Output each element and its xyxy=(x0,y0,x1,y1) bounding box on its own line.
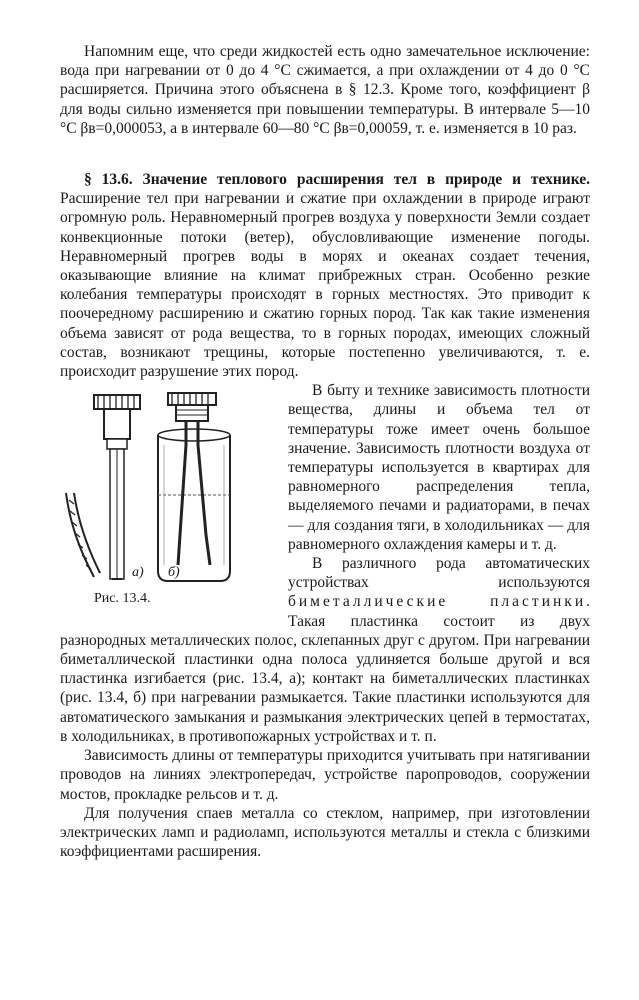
section-paragraph-4: Зависимость длины от температуры приходится учитывать при натягивании проводов на линиях электропередач, устройстве паропроводов, сооружении мостов, прокладке рельсов и т. д. xyxy=(60,747,590,803)
figure-label-b: б) xyxy=(168,565,180,581)
figure-illustration xyxy=(60,385,270,585)
section-block xyxy=(60,170,590,861)
section-paragraph-5: Для получения спаев металла со стеклом, например, при изготовлении электрических ламп и радиоламп, используются металлы и стекла с близкими коэффициентами расширения. xyxy=(60,804,590,861)
intro-paragraph: Напомним еще, что среди жидкостей есть одно замечательное исключение: вода при нагревании от 0 до 4 °C сжимается, а при охлаждении от 4 до 0 °C расширяется. Причина этого объяснена в § 12.3. Кроме того, коэффициент β для воды сильно изменяется при повышении температуры. В интервале 5—10 °C βв=0,000053, а в интервале 60—80 °C βв=0,00059, т. е. изменяется в 10 раз. xyxy=(60,43,590,137)
section-title: § 13.6. Значение теплового расширения тел в природе и технике. xyxy=(84,171,590,188)
bimetal-term: биметаллические пластинки xyxy=(288,593,587,611)
section-paragraph-1 xyxy=(60,170,590,381)
figure-caption: Рис. 13.4. xyxy=(94,591,151,607)
section-paragraph-2: В быту и технике зависимость плотности вещества, длины и объема тел от температуры тоже имеет очень большое значение. Зависимость плотности воздуха от температуры используется в квартирах для равномерного распределения тепла, выделяемого печами и радиаторами, в печах — для создания тяги, в холодильниках — для равномерного охлаждения камеры и т. д. xyxy=(288,382,590,553)
section-p3-end: . Такая пластинка состоит из двух разнородных металлических полос, склепанных друг с другом. При нагревании биметаллической пластинки одна полоса удлиняется больше другой и вся пластинка изгибается (рис. 13.4, а); контакт на биметаллических пластинках (рис. 13.4, б) при нагревании размыкается. Такие пластинки используются для автоматического замыкания и размыкания электрических цепей в термостатах, в холодильниках, в противопожарных устройствах и т. п. xyxy=(60,593,590,745)
section-p1-text: Расширение тел при нагревании и сжатие при охлаждении в природе играют огромную роль. Неравномерный прогрев воздуха у поверхности Земли создает конвекционные потоки (ветер), обусловливающие изменение погоды. Неравномерный прогрев воды в морях и океанах создает течения, оказывающие влияние на климат прибрежных стран. Особенно резкие колебания температуры происходят в горных местностях. Это приводит к поочередному расширению и сжатию горных пород. Так как такие изменения объема зависят от рода вещества, то в горных породах, имеющих сложный состав, возникают трещины, которые постепенно увеличиваются, т. е. происходит разрушение этих пород. xyxy=(60,190,590,381)
intro-block xyxy=(60,42,590,138)
figure-label-a: а) xyxy=(132,565,144,581)
figure-13-4 xyxy=(60,385,270,615)
section-p3-start: В различного рода автоматических устройствах используются xyxy=(288,555,590,592)
